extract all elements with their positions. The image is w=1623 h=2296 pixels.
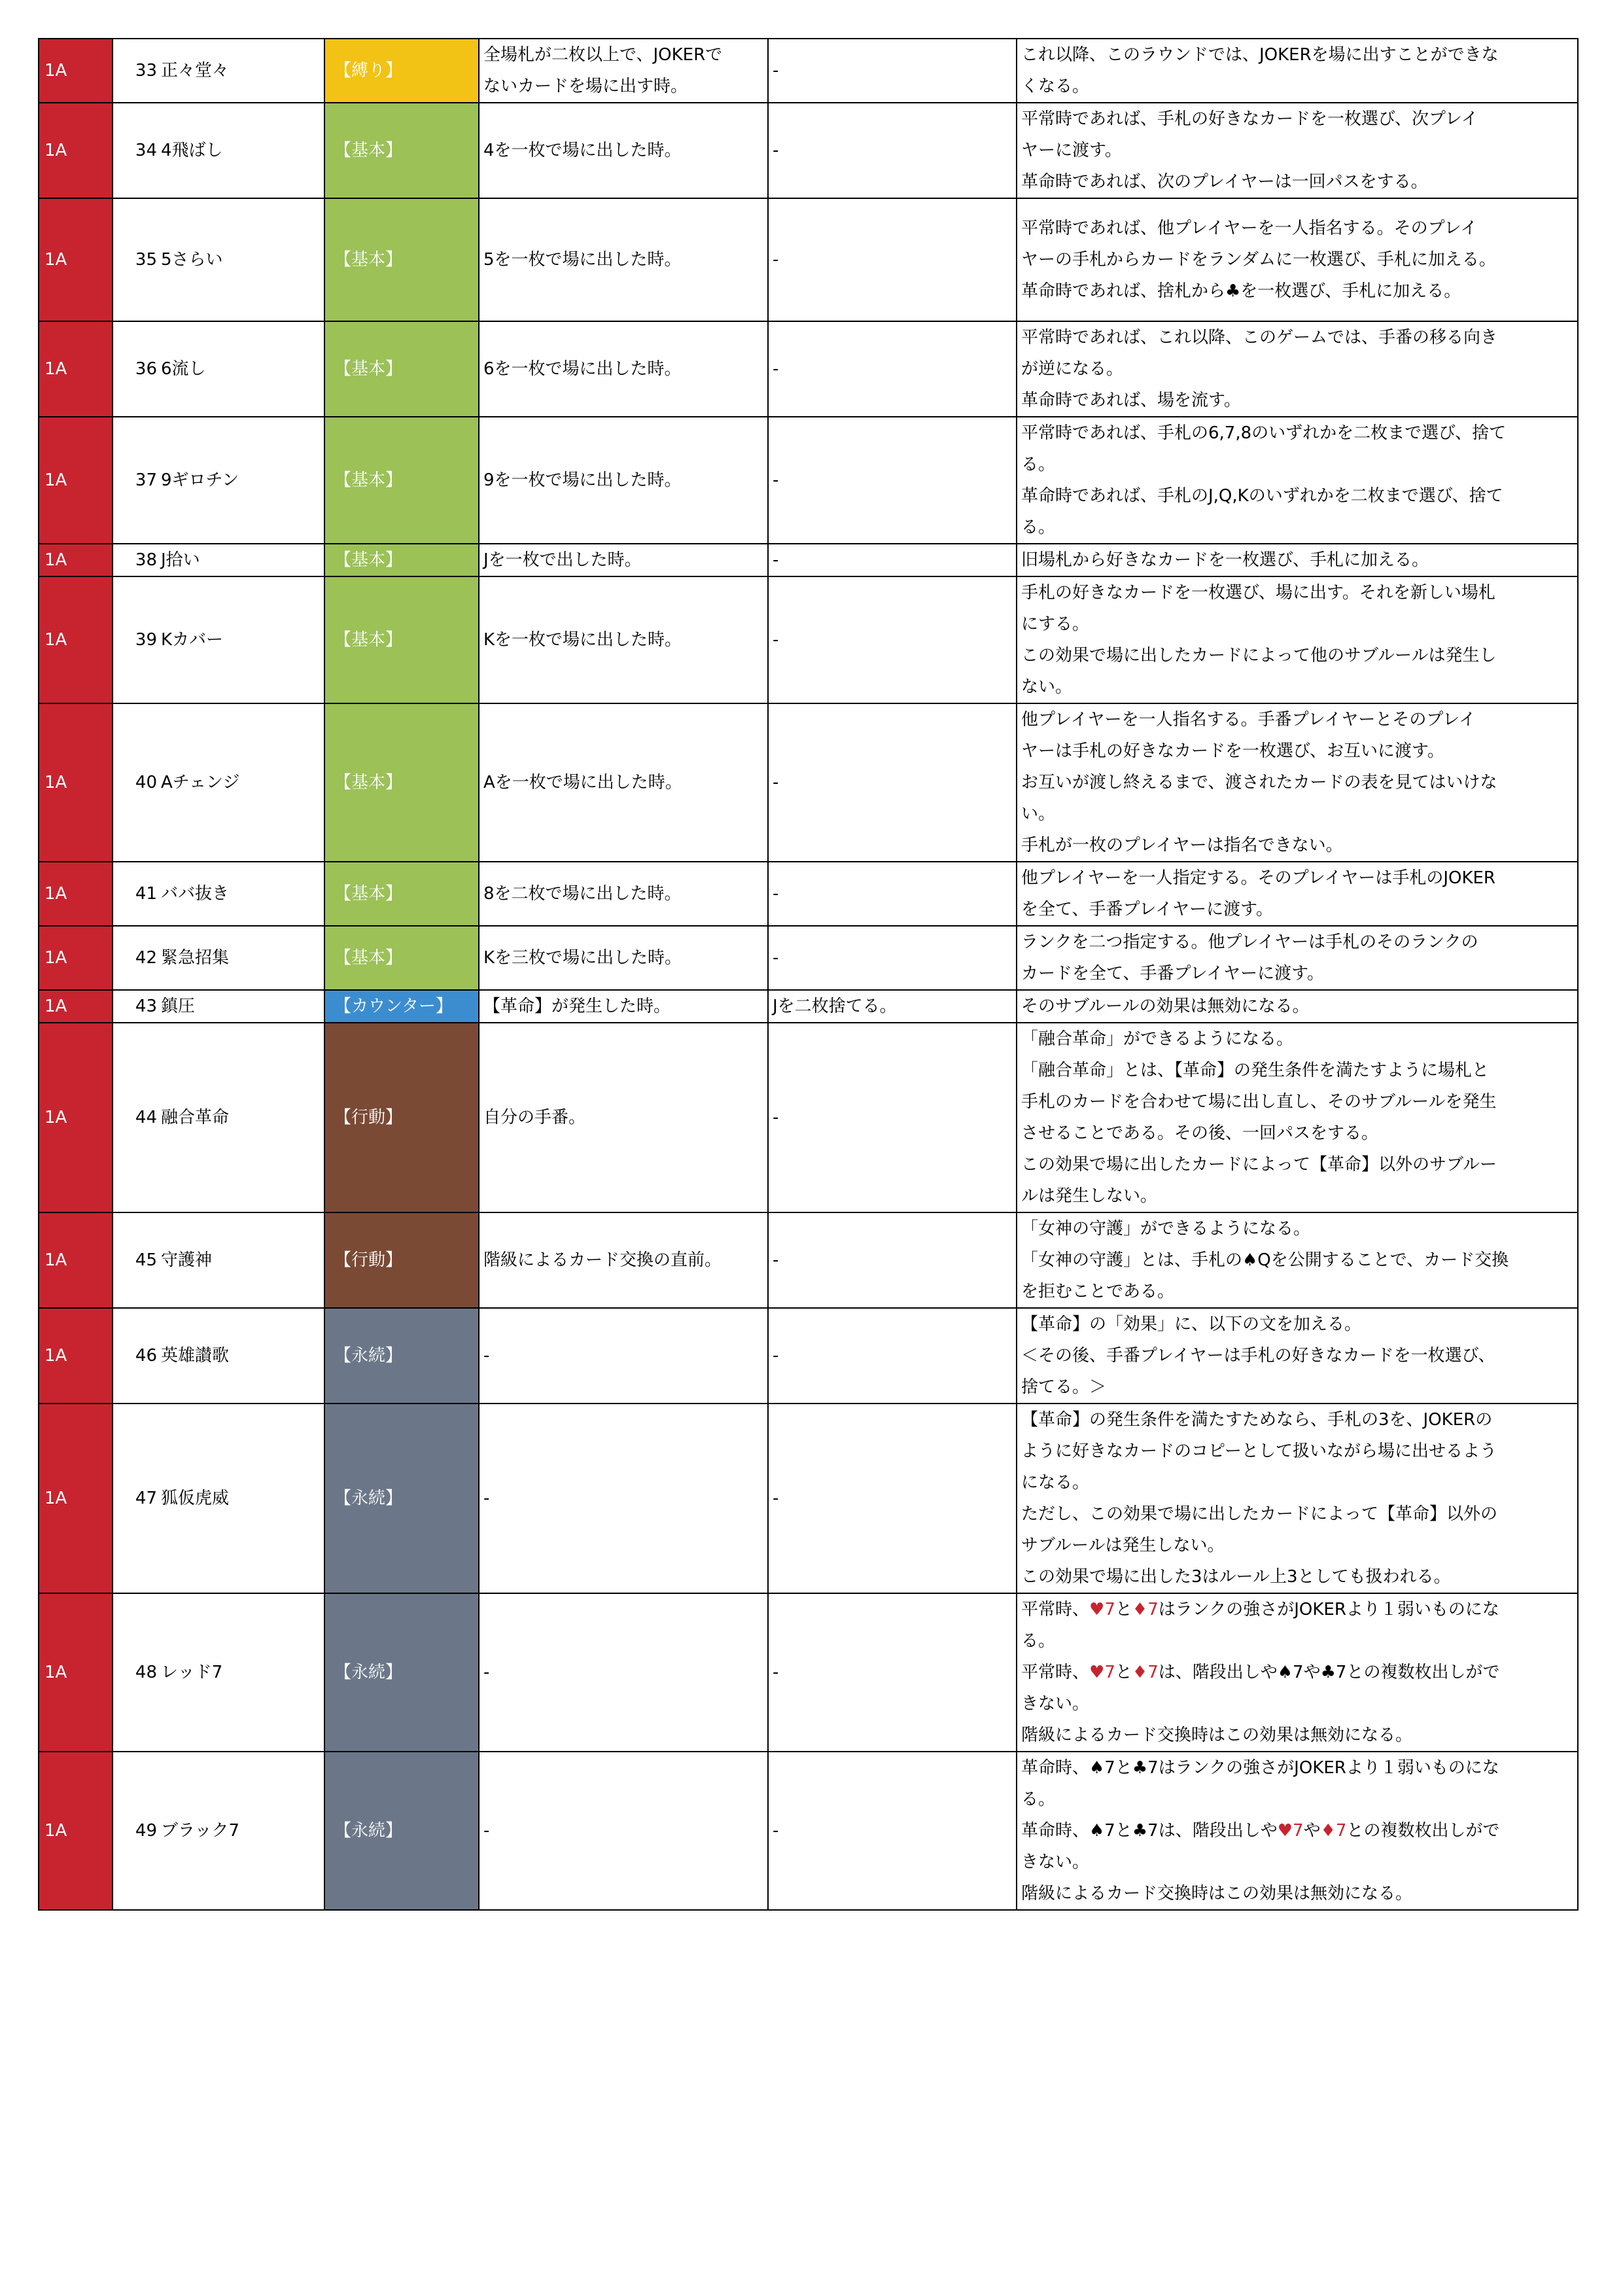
effect-line: 平常時であれば、手札の好きなカードを一枚選び、次プレイ bbox=[1021, 109, 1478, 129]
effect-line: 革命時であれば、次のプレイヤーは一回パスをする。 bbox=[1021, 172, 1428, 192]
rule-name: 4飛ばし bbox=[158, 103, 324, 198]
cost-cell: - bbox=[768, 576, 1017, 703]
condition-line: Aを一枚で場に出した時。 bbox=[483, 773, 682, 792]
cost-cell: - bbox=[768, 1212, 1017, 1308]
effect-line: 平常時、♥7と♦7はランクの強さがJOKERより１弱いものにな bbox=[1021, 1600, 1499, 1619]
condition-cell bbox=[479, 576, 768, 703]
effect-line: 平常時であれば、手札の6,7,8のいずれかを二枚まで選び、捨て bbox=[1021, 423, 1507, 443]
condition-cell bbox=[479, 1752, 768, 1910]
condition-cell bbox=[479, 1212, 768, 1308]
cost-cell: - bbox=[768, 1752, 1017, 1910]
cost-cell: - bbox=[768, 862, 1017, 926]
effect-line: い。 bbox=[1021, 804, 1056, 824]
effect-line: 他プレイヤーを一人指名する。手番プレイヤーとそのプレイ bbox=[1021, 710, 1476, 730]
condition-line: Jを一枚で出した時。 bbox=[483, 550, 642, 570]
condition-line: 8を二枚で場に出した時。 bbox=[483, 884, 682, 904]
cost-cell: - bbox=[768, 1023, 1017, 1212]
effect-line: を拒むことである。 bbox=[1021, 1282, 1175, 1301]
effect-line: ヤーの手札からカードをランダムに一枚選び、手札に加える。 bbox=[1021, 250, 1496, 270]
category-badge: 【カウンター】 bbox=[324, 990, 479, 1023]
effect-line: る。 bbox=[1021, 1790, 1056, 1809]
condition-line: Kを一枚で場に出した時。 bbox=[483, 630, 682, 650]
effect-line: カードを全て、手番プレイヤーに渡す。 bbox=[1021, 964, 1325, 983]
condition-cell bbox=[479, 862, 768, 926]
cost-cell: - bbox=[768, 1308, 1017, 1404]
rule-number: 40 bbox=[113, 703, 158, 862]
category-badge: 【基本】 bbox=[324, 544, 479, 576]
effect-line: 「女神の守護」とは、手札の♠Qを公開することで、カード交換 bbox=[1021, 1250, 1509, 1270]
effect-line: 「融合革命」とは、【革命】の発生条件を満たすように場札と bbox=[1021, 1061, 1490, 1080]
condition-cell bbox=[479, 321, 768, 417]
condition-cell bbox=[479, 198, 768, 321]
effect-line: 手札が一枚のプレイヤーは指名できない。 bbox=[1021, 836, 1343, 855]
effect-line: お互いが渡し終えるまで、渡されたカードの表を見てはいけな bbox=[1021, 773, 1497, 792]
cost-cell: Jを二枚捨てる。 bbox=[768, 990, 1017, 1023]
effect-line: 平常時、♥7と♦7は、階段出しや♠7や♣7との複数枚出しがで bbox=[1021, 1663, 1500, 1682]
cost-cell: - bbox=[768, 321, 1017, 417]
rule-number: 33 bbox=[113, 39, 158, 103]
effect-line: 捨てる。＞ bbox=[1021, 1377, 1107, 1397]
effect-line: 革命時、♠7と♣7は、階段出しや♥7や♦7との複数枚出しがで bbox=[1021, 1821, 1500, 1841]
condition-cell bbox=[479, 1308, 768, 1404]
effect-line: ヤーに渡す。 bbox=[1021, 141, 1122, 160]
set-cell: 1A bbox=[39, 1752, 113, 1910]
condition-cell bbox=[479, 990, 768, 1023]
rule-name: ブラック7 bbox=[158, 1752, 324, 1910]
category-badge: 【基本】 bbox=[324, 703, 479, 862]
red-suit-icon: ♥7 bbox=[1089, 1663, 1115, 1682]
table-row bbox=[39, 544, 1578, 576]
rule-number: 37 bbox=[113, 417, 158, 544]
rule-name: 英雄讃歌 bbox=[158, 1308, 324, 1404]
rule-number: 45 bbox=[113, 1212, 158, 1308]
rule-name: J拾い bbox=[158, 544, 324, 576]
red-suit-icon: ♦7 bbox=[1320, 1821, 1347, 1841]
red-suit-icon: ♦7 bbox=[1132, 1663, 1159, 1682]
effect-line: くなる。 bbox=[1021, 77, 1090, 96]
effect-cell bbox=[1017, 1308, 1578, 1404]
red-suit-icon: ♥7 bbox=[1277, 1821, 1304, 1841]
effect-cell bbox=[1017, 544, 1578, 576]
cost-cell: - bbox=[768, 1404, 1017, 1593]
effect-line: この効果で場に出したカードによって【革命】以外のサブルー bbox=[1021, 1155, 1497, 1174]
effect-cell bbox=[1017, 576, 1578, 703]
effect-line: させることである。その後、一回パスをする。 bbox=[1021, 1123, 1379, 1143]
effect-cell bbox=[1017, 1752, 1578, 1910]
table-row bbox=[39, 39, 1578, 103]
rule-name: 5さらい bbox=[158, 198, 324, 321]
condition-cell bbox=[479, 417, 768, 544]
effect-line: きない。 bbox=[1021, 1852, 1090, 1872]
effect-line: 「融合革命」ができるようになる。 bbox=[1021, 1029, 1294, 1049]
table-row bbox=[39, 1404, 1578, 1593]
effect-line: 革命時、♠7と♣7はランクの強さがJOKERより１弱いものにな bbox=[1021, 1758, 1499, 1778]
set-cell: 1A bbox=[39, 544, 113, 576]
condition-line: - bbox=[483, 1346, 490, 1366]
set-cell: 1A bbox=[39, 198, 113, 321]
rule-number: 35 bbox=[113, 198, 158, 321]
rule-name: 狐仮虎威 bbox=[158, 1404, 324, 1593]
category-badge: 【永続】 bbox=[324, 1752, 479, 1910]
effect-cell bbox=[1017, 862, 1578, 926]
effect-line: る。 bbox=[1021, 1631, 1056, 1651]
category-badge: 【行動】 bbox=[324, 1212, 479, 1308]
table-row bbox=[39, 703, 1578, 862]
effect-line: 「女神の守護」ができるようになる。 bbox=[1021, 1219, 1311, 1239]
effect-cell bbox=[1017, 198, 1578, 321]
effect-line: 階級によるカード交換時はこの効果は無効になる。 bbox=[1021, 1884, 1413, 1903]
effect-line: ただし、この効果で場に出したカードによって【革命】以外の bbox=[1021, 1504, 1498, 1524]
effect-line: る。 bbox=[1021, 455, 1056, 474]
cost-cell: - bbox=[768, 1593, 1017, 1752]
rule-number: 36 bbox=[113, 321, 158, 417]
rule-name: 9ギロチン bbox=[158, 417, 324, 544]
effect-line: 手札の好きなカードを一枚選び、場に出す。それを新しい場札 bbox=[1021, 583, 1495, 603]
effect-line: 他プレイヤーを一人指定する。そのプレイヤーは手札のJOKER bbox=[1021, 868, 1495, 888]
cost-cell: - bbox=[768, 39, 1017, 103]
effect-cell bbox=[1017, 990, 1578, 1023]
condition-line: 全場札が二枚以上で、JOKERで bbox=[483, 45, 723, 65]
category-badge: 【永続】 bbox=[324, 1308, 479, 1404]
set-cell: 1A bbox=[39, 703, 113, 862]
condition-cell bbox=[479, 39, 768, 103]
condition-line: 階級によるカード交換の直前。 bbox=[483, 1250, 722, 1270]
rule-number: 38 bbox=[113, 544, 158, 576]
condition-cell bbox=[479, 1023, 768, 1212]
table-row bbox=[39, 990, 1578, 1023]
effect-line: そのサブルールの効果は無効になる。 bbox=[1021, 997, 1310, 1016]
set-cell: 1A bbox=[39, 39, 113, 103]
effect-line: この効果で場に出したカードによって他のサブルールは発生し bbox=[1021, 646, 1497, 665]
set-cell: 1A bbox=[39, 1593, 113, 1752]
condition-cell bbox=[479, 103, 768, 198]
rule-number: 49 bbox=[113, 1752, 158, 1910]
effect-line: きない。 bbox=[1021, 1694, 1090, 1714]
category-badge: 【基本】 bbox=[324, 862, 479, 926]
effect-line: 旧場札から好きなカードを一枚選び、手札に加える。 bbox=[1021, 550, 1429, 570]
category-badge: 【基本】 bbox=[324, 321, 479, 417]
effect-cell bbox=[1017, 39, 1578, 103]
effect-line: ヤーは手札の好きなカードを一枚選び、お互いに渡す。 bbox=[1021, 741, 1444, 761]
condition-line: - bbox=[483, 1821, 490, 1841]
rule-name: Aチェンジ bbox=[158, 703, 324, 862]
table-row bbox=[39, 862, 1578, 926]
condition-cell bbox=[479, 703, 768, 862]
rule-number: 46 bbox=[113, 1308, 158, 1404]
effect-line: ように好きなカードのコピーとして扱いながら場に出せるよう bbox=[1021, 1441, 1497, 1461]
condition-line: - bbox=[483, 1489, 490, 1508]
rule-number: 39 bbox=[113, 576, 158, 703]
set-cell: 1A bbox=[39, 926, 113, 990]
cost-cell: - bbox=[768, 703, 1017, 862]
condition-cell bbox=[479, 926, 768, 990]
cost-cell: - bbox=[768, 198, 1017, 321]
condition-line: 6を一枚で場に出した時。 bbox=[483, 359, 682, 379]
table-row bbox=[39, 576, 1578, 703]
condition-line: - bbox=[483, 1663, 490, 1682]
table-body bbox=[39, 39, 1578, 1910]
rules-table bbox=[38, 38, 1579, 1911]
table-row bbox=[39, 103, 1578, 198]
effect-line: 革命時であれば、場を流す。 bbox=[1021, 391, 1241, 410]
category-badge: 【基本】 bbox=[324, 576, 479, 703]
condition-line: ないカードを場に出す時。 bbox=[483, 77, 688, 96]
table-row bbox=[39, 1752, 1578, 1910]
effect-line: を全て、手番プレイヤーに渡す。 bbox=[1021, 900, 1274, 919]
effect-line: この効果で場に出した3はルール上3としても扱われる。 bbox=[1021, 1567, 1451, 1587]
effect-cell bbox=[1017, 1404, 1578, 1593]
rule-name: 鎮圧 bbox=[158, 990, 324, 1023]
cost-cell: - bbox=[768, 926, 1017, 990]
set-cell: 1A bbox=[39, 321, 113, 417]
condition-line: 【革命】が発生した時。 bbox=[483, 997, 671, 1016]
category-badge: 【永続】 bbox=[324, 1404, 479, 1593]
rule-name: ババ抜き bbox=[158, 862, 324, 926]
effect-line: にする。 bbox=[1021, 614, 1090, 634]
condition-line: 5を一枚で場に出した時。 bbox=[483, 250, 682, 270]
effect-line: る。 bbox=[1021, 518, 1056, 537]
set-cell: 1A bbox=[39, 862, 113, 926]
rule-name: 6流し bbox=[158, 321, 324, 417]
set-cell: 1A bbox=[39, 1404, 113, 1593]
rule-number: 41 bbox=[113, 862, 158, 926]
table-row bbox=[39, 321, 1578, 417]
effect-line: 平常時であれば、他プレイヤーを一人指名する。そのプレイ bbox=[1021, 219, 1478, 238]
rule-name: 融合革命 bbox=[158, 1023, 324, 1212]
table-row bbox=[39, 1023, 1578, 1212]
condition-cell bbox=[479, 544, 768, 576]
rule-name: 守護神 bbox=[158, 1212, 324, 1308]
effect-line: ルは発生しない。 bbox=[1021, 1186, 1158, 1206]
effect-line: になる。 bbox=[1021, 1473, 1090, 1492]
effect-cell bbox=[1017, 1023, 1578, 1212]
set-cell: 1A bbox=[39, 1308, 113, 1404]
effect-line: が逆になる。 bbox=[1021, 359, 1124, 379]
rule-name: レッド7 bbox=[158, 1593, 324, 1752]
rule-number: 44 bbox=[113, 1023, 158, 1212]
effect-line: 革命時であれば、捨札から♣を一枚選び、手札に加える。 bbox=[1021, 281, 1461, 301]
rule-name: 正々堂々 bbox=[158, 39, 324, 103]
condition-line: 4を一枚で場に出した時。 bbox=[483, 141, 682, 160]
effect-cell bbox=[1017, 926, 1578, 990]
table-row bbox=[39, 926, 1578, 990]
effect-line: ＜その後、手番プレイヤーは手札の好きなカードを一枚選び、 bbox=[1021, 1346, 1495, 1366]
condition-line: 自分の手番。 bbox=[483, 1108, 586, 1127]
table-row bbox=[39, 1212, 1578, 1308]
effect-cell bbox=[1017, 103, 1578, 198]
cost-cell: - bbox=[768, 417, 1017, 544]
set-cell: 1A bbox=[39, 103, 113, 198]
effect-cell bbox=[1017, 1212, 1578, 1308]
category-badge: 【行動】 bbox=[324, 1023, 479, 1212]
effect-line: 革命時であれば、手札のJ,Q,Kのいずれかを二枚まで選び、捨て bbox=[1021, 486, 1503, 506]
effect-line: これ以降、このラウンドでは、JOKERを場に出すことができな bbox=[1021, 45, 1499, 65]
table-row bbox=[39, 1593, 1578, 1752]
category-badge: 【基本】 bbox=[324, 417, 479, 544]
table-row bbox=[39, 198, 1578, 321]
set-cell: 1A bbox=[39, 1212, 113, 1308]
table-row bbox=[39, 1308, 1578, 1404]
rule-number: 47 bbox=[113, 1404, 158, 1593]
red-suit-icon: ♦7 bbox=[1132, 1600, 1159, 1619]
effect-line: 階級によるカード交換時はこの効果は無効になる。 bbox=[1021, 1725, 1413, 1745]
condition-cell bbox=[479, 1593, 768, 1752]
effect-line: 【革命】の発生条件を満たすためなら、手札の3を、JOKERの bbox=[1021, 1410, 1493, 1430]
effect-line: 【革命】の「効果」に、以下の文を加える。 bbox=[1021, 1315, 1362, 1334]
set-cell: 1A bbox=[39, 417, 113, 544]
rule-number: 34 bbox=[113, 103, 158, 198]
effect-line: 手札のカードを合わせて場に出し直し、そのサブルールを発生 bbox=[1021, 1092, 1497, 1112]
set-cell: 1A bbox=[39, 576, 113, 703]
table-row bbox=[39, 417, 1578, 544]
category-badge: 【基本】 bbox=[324, 926, 479, 990]
condition-line: 9を一枚で場に出した時。 bbox=[483, 470, 682, 490]
effect-line: ない。 bbox=[1021, 677, 1073, 697]
effect-cell bbox=[1017, 703, 1578, 862]
red-suit-icon: ♥7 bbox=[1089, 1600, 1115, 1619]
cost-cell: - bbox=[768, 544, 1017, 576]
set-cell: 1A bbox=[39, 990, 113, 1023]
rule-number: 48 bbox=[113, 1593, 158, 1752]
effect-line: 平常時であれば、これ以降、このゲームでは、手番の移る向き bbox=[1021, 328, 1498, 347]
cost-cell: - bbox=[768, 103, 1017, 198]
effect-line: サブルールは発生しない。 bbox=[1021, 1536, 1225, 1555]
rule-number: 42 bbox=[113, 926, 158, 990]
category-badge: 【基本】 bbox=[324, 198, 479, 321]
effect-line: ランクを二つ指定する。他プレイヤーは手札のそのランクの bbox=[1021, 932, 1478, 952]
effect-cell bbox=[1017, 1593, 1578, 1752]
category-badge: 【永続】 bbox=[324, 1593, 479, 1752]
effect-cell bbox=[1017, 321, 1578, 417]
condition-cell bbox=[479, 1404, 768, 1593]
condition-line: Kを三枚で場に出した時。 bbox=[483, 948, 682, 968]
rule-name: Kカバー bbox=[158, 576, 324, 703]
category-badge: 【基本】 bbox=[324, 103, 479, 198]
rule-name: 緊急招集 bbox=[158, 926, 324, 990]
category-badge: 【縛り】 bbox=[324, 39, 479, 103]
rule-number: 43 bbox=[113, 990, 158, 1023]
effect-cell bbox=[1017, 417, 1578, 544]
set-cell: 1A bbox=[39, 1023, 113, 1212]
